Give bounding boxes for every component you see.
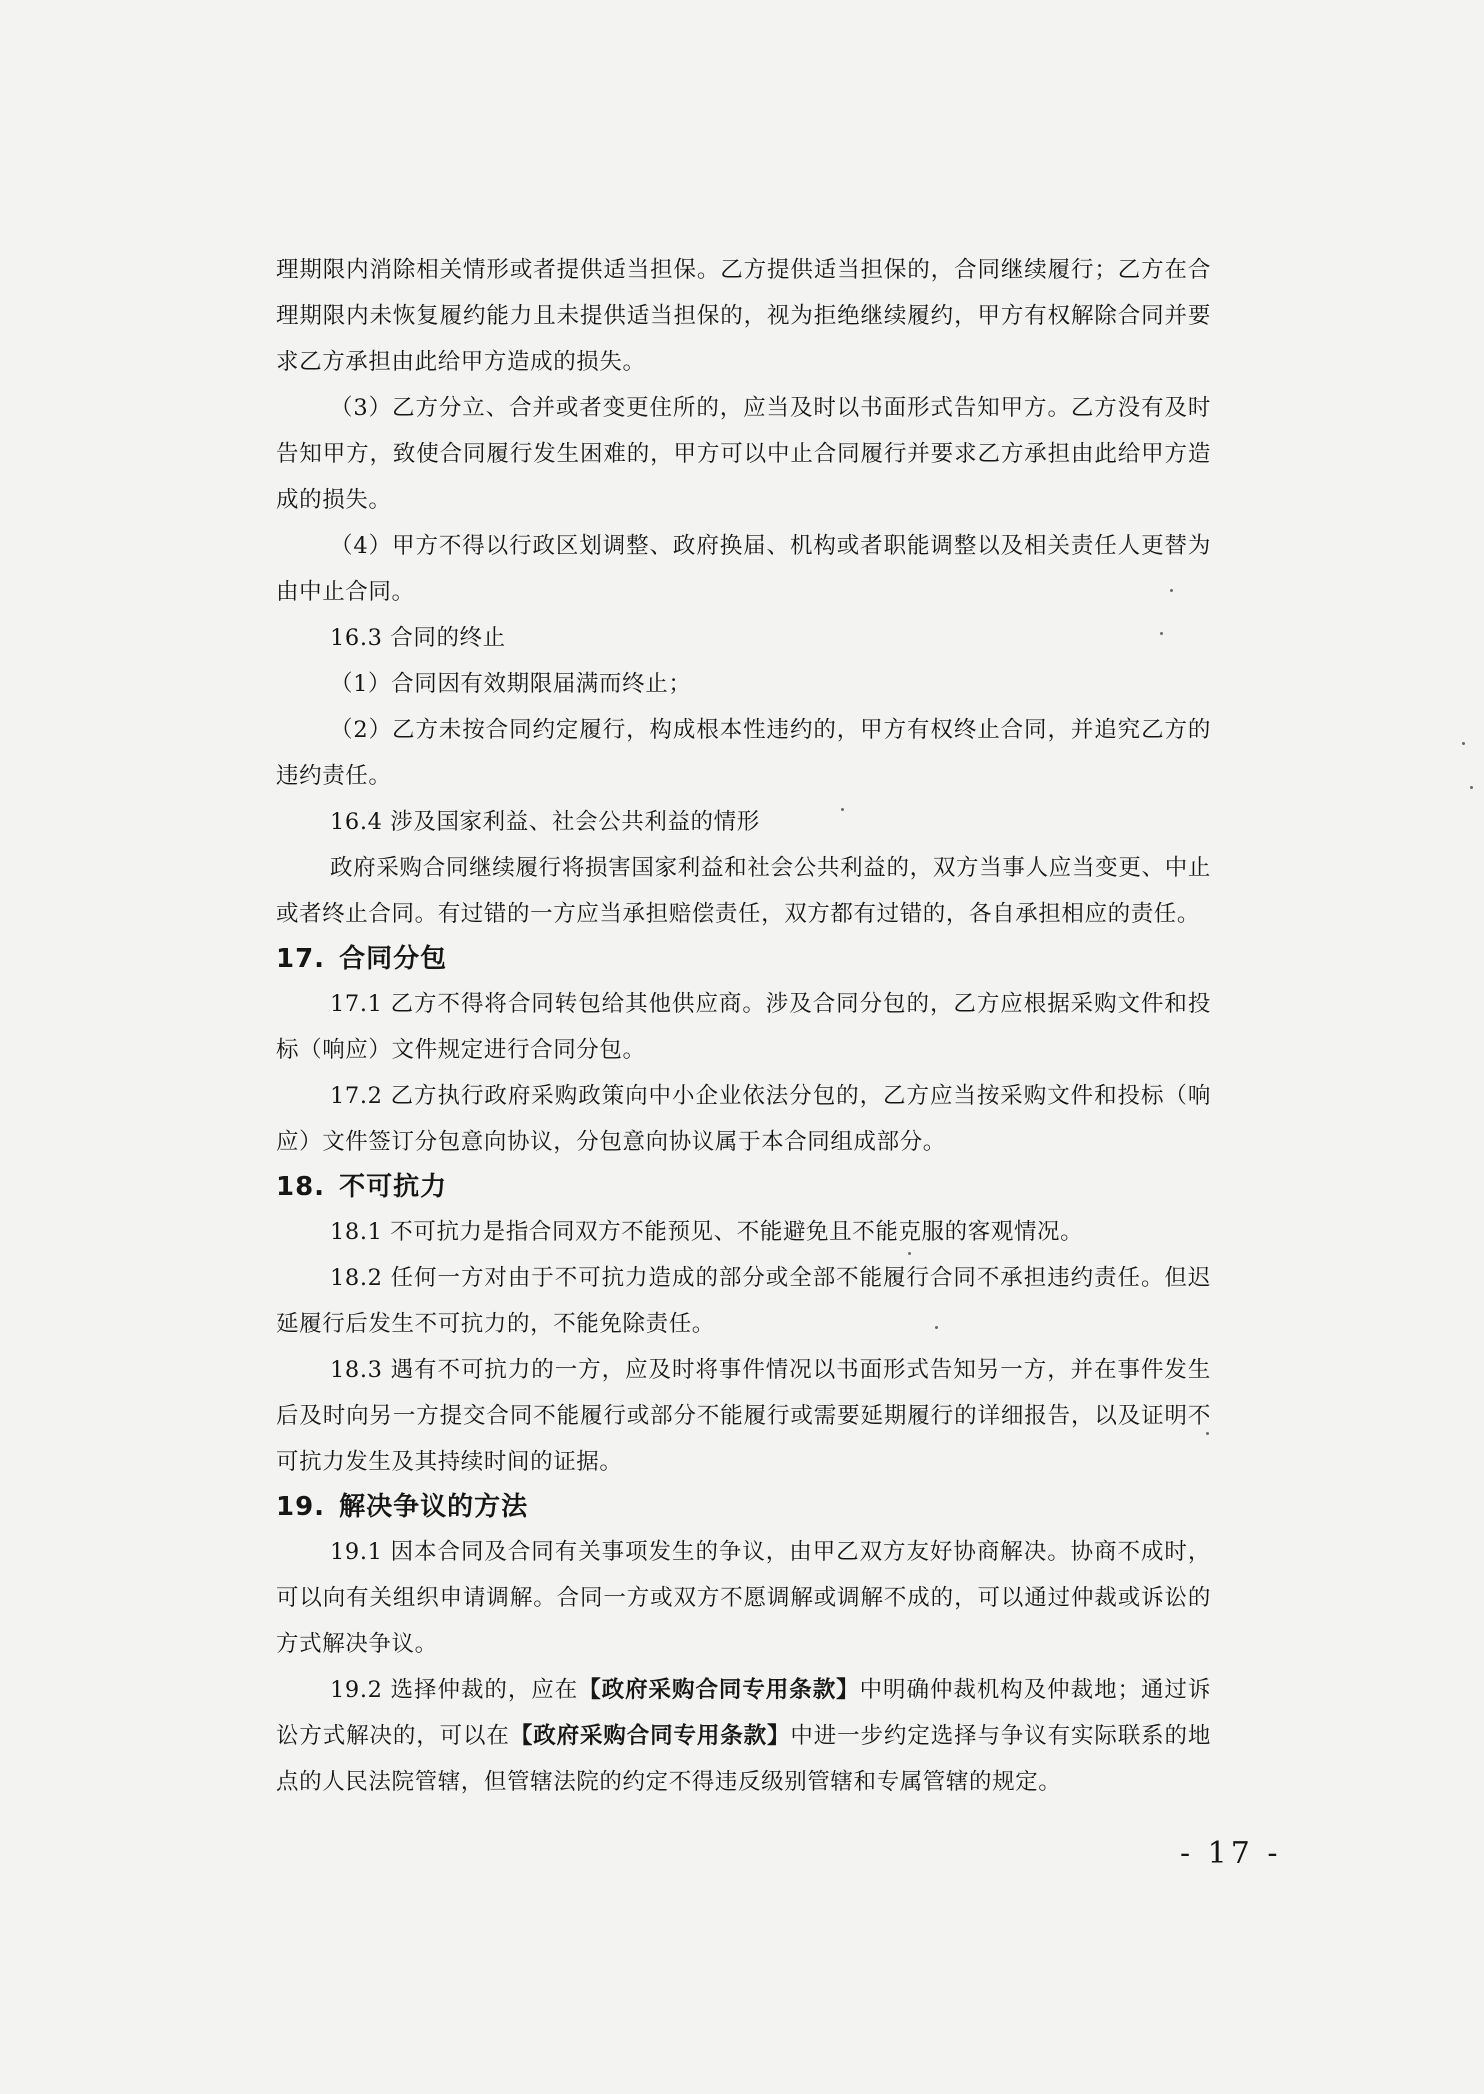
scan-speck [1462,742,1465,745]
paragraph-17-1: 17.1 乙方不得将合同转包给其他供应商。涉及合同分包的，乙方应根据采购文件和投标（响应）文件规定进行合同分包。 [276,991,1211,1063]
paragraph-18-3: 18.3 遇有不可抗力的一方，应及时将事件情况以书面形式告知另一方，并在事件发生后及时向另一方提交合同不能履行或部分不能履行或需要延期履行的详细报告，以及证明不可抗力发生及其持续时间的证据。 [276,1357,1211,1475]
body-text [276,247,1211,1805]
section-number: 19. [276,1492,326,1522]
text-run: 中进一步约定选择与争议有实际联系的地点的人民法院管辖，但管辖法院的约定不得违反级别管辖和专属管辖的规定。 [276,1723,1211,1795]
paragraph-16-4: 政府采购合同继续履行将损害国家利益和社会公共利益的，双方当事人应当变更、中止或者终止合同。有过错的一方应当承担赔偿责任，双方都有过错的，各自承担相应的责任。 [276,855,1211,927]
bold-term: 【政府采购合同专用条款】 [509,1723,791,1749]
scan-speck [841,808,844,811]
section-title: 合同分包 [339,944,448,974]
scan-speck [935,1326,938,1329]
paragraph-item-4: （4）甲方不得以行政区划调整、政府换届、机构或者职能调整以及相关责任人更替为由中止合同。 [276,533,1211,605]
paragraph-item-3: （3）乙方分立、合并或者变更住所的，应当及时以书面形式告知甲方。乙方没有及时告知甲方，致使合同履行发生困难的，甲方可以中止合同履行并要求乙方承担由此给甲方造成的损失。 [276,395,1211,513]
scan-speck [1160,632,1163,635]
text-run: 19.2 选择仲裁的，应在 [330,1677,579,1703]
paragraph-16-3-item-2: （2）乙方未按合同约定履行，构成根本性违约的，甲方有权终止合同，并追究乙方的违约责任。 [276,717,1211,789]
scan-speck [1170,589,1173,592]
subheading-16-3: 16.3 合同的终止 [330,625,506,651]
bold-term: 【政府采购合同专用条款】 [578,1677,860,1703]
paragraph-16-3-item-1: （1）合同因有效期限届满而终止； [330,671,692,697]
section-title: 解决争议的方法 [339,1492,529,1522]
scan-speck [908,1252,911,1255]
paragraph-continuation: 理期限内消除相关情形或者提供适当担保。乙方提供适当担保的，合同继续履行；乙方在合理期限内未恢复履约能力且未提供适当担保的，视为拒绝继续履约，甲方有权解除合同并要求乙方承担由此给甲方造成的损失。 [276,257,1211,375]
paragraph-18-2: 18.2 任何一方对由于不可抗力造成的部分或全部不能履行合同不承担违约责任。但迟延履行后发生不可抗力的，不能免除责任。 [276,1265,1211,1337]
paragraph-19-1: 19.1 因本合同及合同有关事项发生的争议，由甲乙双方友好协商解决。协商不成时，可以向有关组织申请调解。合同一方或双方不愿调解或调解不成的，可以通过仲裁或诉讼的方式解决争议。 [276,1539,1211,1657]
scan-speck [1206,1432,1209,1435]
subheading-16-4: 16.4 涉及国家利益、社会公共利益的情形 [330,809,760,835]
section-heading-17 [276,937,1211,981]
section-number: 18. [276,1172,326,1202]
section-number: 17. [276,944,326,974]
section-heading-19 [276,1485,1211,1529]
section-title: 不可抗力 [339,1172,448,1202]
paragraph-18-1: 18.1 不可抗力是指合同双方不能预见、不能避免且不能克服的客观情况。 [330,1219,1084,1245]
scan-speck [1470,786,1473,789]
paragraph-19-2 [276,1667,1211,1805]
section-heading-18 [276,1165,1211,1209]
paragraph-17-2: 17.2 乙方执行政府采购政策向中小企业依法分包的，乙方应当按采购文件和投标（响应）文件签订分包意向协议，分包意向协议属于本合同组成部分。 [276,1083,1211,1155]
text-run: 中明确仲裁机构及仲裁地；通过诉讼方式解决的，可以在 [276,1677,1211,1749]
page-number: - 17 - [1180,1836,1282,1871]
